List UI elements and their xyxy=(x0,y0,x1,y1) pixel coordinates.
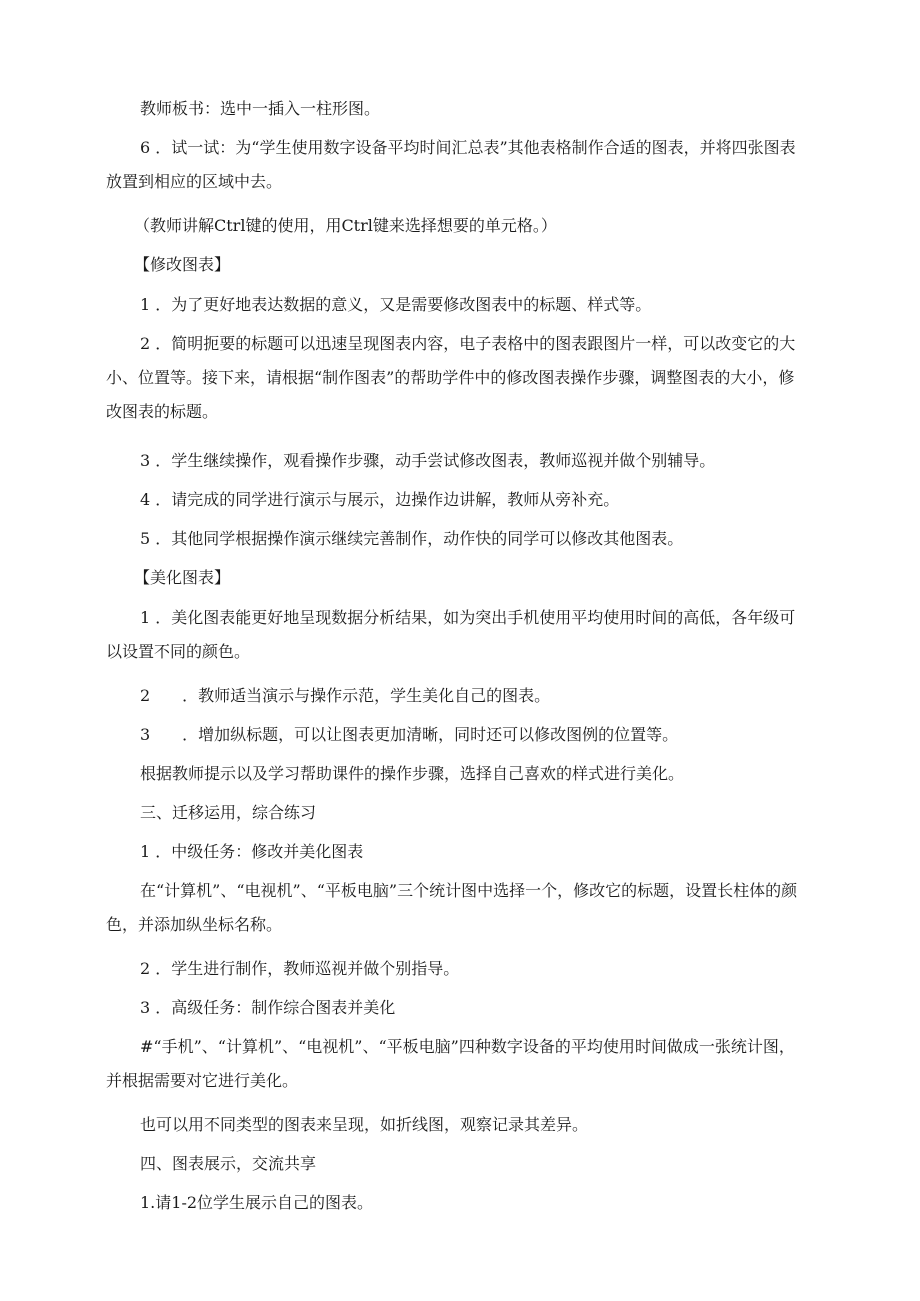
paragraph-modify-1: 1 ．为了更好地表达数据的意义，又是需要修改图表中的标题、样式等。 xyxy=(140,295,652,314)
paragraph-beautify-summary: 根据教师提示以及学习帮助课件的操作步骤，选择自己喜欢的样式进行美化。 xyxy=(140,764,685,783)
paragraph-transfer-choose: 在“计算机”、“电视机”、“平板电脑”三个统计图中选择一个，修改它的标题，设置长柱体的颜色，并添加纵坐标名称。 xyxy=(106,881,798,934)
paragraph-beautify-2: 2 ．教师适当演示与操作示范，学生美化自己的图表。 xyxy=(140,686,551,705)
paragraph-beautify-3: 3 ．增加纵标题，可以让图表更加清晰，同时还可以修改图例的位置等。 xyxy=(140,725,679,744)
paragraph-modify-3: 3 ．学生继续操作，观看操作步骤，动手尝试修改图表，教师巡视并做个别辅导。 xyxy=(140,451,716,470)
section-heading-beautify-chart: 【美化图表】 xyxy=(134,568,231,587)
paragraph-beautify-1: 1 ．美化图表能更好地呈现数据分析结果，如为突出手机使用平均使用时间的高低，各年级可以设置不同的颜色。 xyxy=(106,608,796,661)
paragraph-modify-4: 4 ．请完成的同学进行演示与展示，边操作边讲解，教师从旁补充。 xyxy=(140,490,620,509)
paragraph-transfer-alt: 也可以用不同类型的图表来呈现，如折线图，观察记录其差异。 xyxy=(140,1115,589,1134)
paragraph-modify-2: 2 ．简明扼要的标题可以迅速呈现图表内容，电子表格中的图表跟图片一样，可以改变它的大小、位置等。接下来，请根据“制作图表”的帮助学件中的修改图表操作步骤，调整图表的大小，修改图表的标题。 xyxy=(106,334,796,421)
paragraph-showcase-1: 1.请1-2位学生展示自己的图表。 xyxy=(140,1193,374,1212)
paragraph-step-6: 6 ．试一试：为“学生使用数字设备平均时间汇总表”其他表格制作合适的图表，并将四张图表放置到相应的区域中去。 xyxy=(106,138,796,191)
paragraph-transfer-3: 3 ．高级任务：制作综合图表并美化 xyxy=(140,998,396,1017)
paragraph-transfer-2: 2 ．学生进行制作，教师巡视并做个别指导。 xyxy=(140,959,460,978)
paragraph-transfer-combined: #“手机”、“计算机”、“电视机”、“平板电脑”四种数字设备的平均使用时间做成一张统计图，并根据需要对它进行美化。 xyxy=(106,1037,795,1090)
section-heading-modify-chart: 【修改图表】 xyxy=(134,255,231,274)
paragraph-transfer-1: 1 ．中级任务：修改并美化图表 xyxy=(140,842,364,861)
paragraph-board-note: 教师板书：选中一插入一柱形图。 xyxy=(140,99,381,118)
paragraph-ctrl-note: （教师讲解Ctrl键的使用，用Ctrl键来选择想要的单元格。） xyxy=(134,216,557,235)
section-heading-showcase: 四、图表展示，交流共享 xyxy=(140,1154,317,1173)
section-heading-transfer: 三、迁移运用，综合练习 xyxy=(140,803,317,822)
paragraph-modify-5: 5 ．其他同学根据操作演示继续完善制作，动作快的同学可以修改其他图表。 xyxy=(140,529,684,548)
